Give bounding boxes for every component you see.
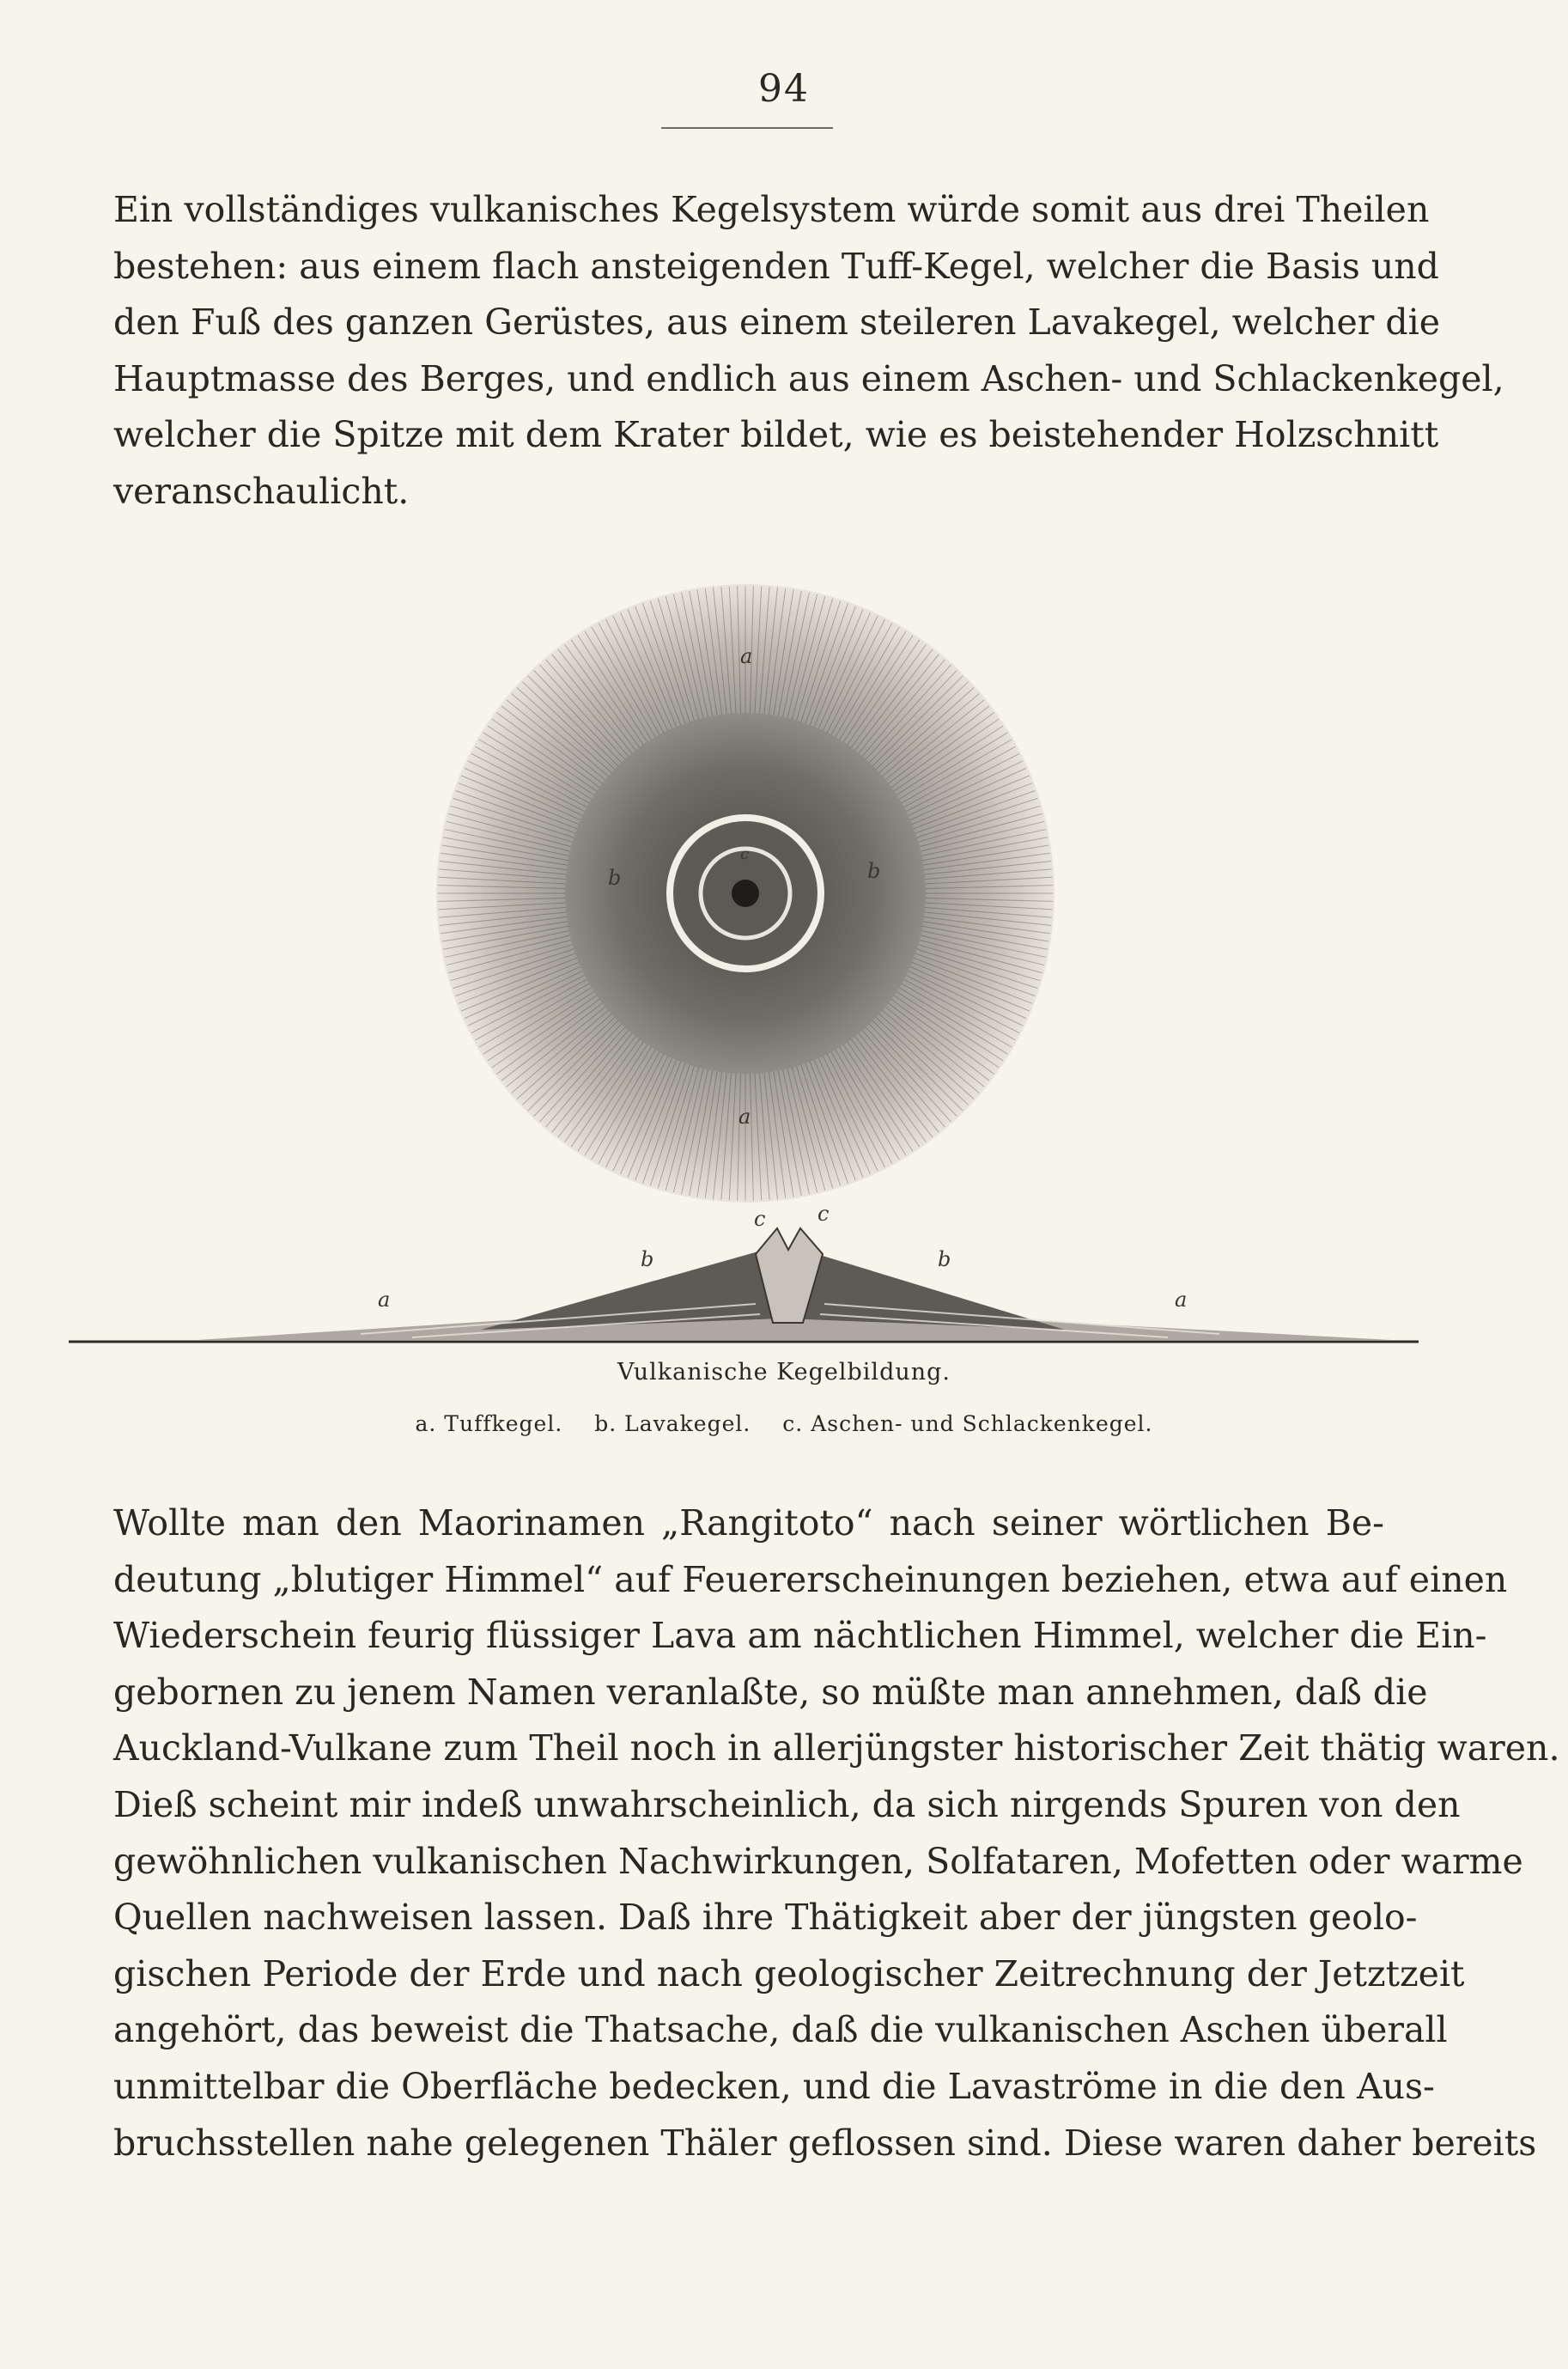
label-b-right: b: [867, 859, 881, 883]
text-line: Auckland-Vulkane zum Theil noch in allerjüngster historischer Zeit thätig waren.: [113, 1727, 1560, 1769]
lava-layer-right: [786, 1250, 1065, 1330]
label-b-right-section: b: [938, 1247, 951, 1271]
text-line: bruchsstellen nahe gelegenen Thäler geflossen sind. Diese waren daher bereits: [113, 2122, 1537, 2164]
text-line: angehört, das beweist die Thatsache, daß die vulkanischen Aschen überall: [113, 2009, 1448, 2051]
label-c-left: c: [754, 1207, 766, 1231]
text-line: gewöhnlichen vulkanischen Nachwirkungen, Solfataren, Mofetten oder warme: [113, 1840, 1523, 1882]
figure-legend: [0, 1411, 1568, 1436]
text-line: den Fuß des ganzen Gerüstes, aus einem steileren Lavakegel, welcher die: [113, 301, 1440, 344]
text-line: unmittelbar die Oberfläche bedecken, und die Lavaströme in die den Aus-: [113, 2065, 1435, 2107]
label-c-center: c: [740, 845, 750, 863]
text-line: Dieß scheint mir indeß unwahrscheinlich, da sich nirgends Spuren von den: [113, 1783, 1461, 1825]
text-line: welcher die Spitze mit dem Krater bildet, wie es beistehender Holzschnitt: [113, 414, 1439, 456]
crater: [732, 880, 759, 907]
paragraph-2: [113, 1495, 1560, 2171]
label-b-left: b: [608, 866, 622, 890]
label-a-left-section: a: [378, 1288, 391, 1312]
label-a-right-section: a: [1175, 1288, 1188, 1312]
text-line: bestehen: aus einem flach ansteigenden Tuff-Kegel, welcher die Basis und: [113, 245, 1439, 287]
legend-item: c. Aschen- und Schlackenkegel.: [782, 1411, 1153, 1436]
label-c-right: c: [817, 1202, 830, 1226]
page-number: 94: [758, 67, 810, 111]
text-line: Ein vollständiges vulkanisches Kegelsystem würde somit aus drei Theilen: [113, 189, 1430, 230]
text-line: Quellen nachweisen lassen. Daß ihre Thätigkeit aber der jüngsten geolo-: [113, 1897, 1418, 1939]
legend-item: a. Tuffkegel.: [415, 1411, 563, 1436]
figure-caption-title: Vulkanische Kegelbildung.: [617, 1359, 951, 1385]
label-a-top: a: [740, 644, 753, 668]
text-line: veranschaulicht.: [113, 470, 410, 512]
cross-section: [69, 1202, 1419, 1342]
text-line: gischen Periode der Erde und nach geologischer Zeitrechnung der Jetztzeit: [113, 1952, 1465, 1994]
text-line: Wiederschein feurig flüssiger Lava am nächtlichen Himmel, welcher die Ein-: [113, 1615, 1487, 1657]
legend-item: b. Lavakegel.: [594, 1411, 751, 1436]
label-b-left-section: b: [641, 1247, 654, 1271]
label-a-bottom: a: [738, 1105, 751, 1129]
text-line: deutung „blutiger Himmel“ auf Feuererscheinungen beziehen, etwa auf einen: [113, 1558, 1508, 1600]
lava-layer-left: [481, 1250, 781, 1330]
text-line: Hauptmasse des Berges, und endlich aus einem Aschen- und Schlackenkegel,: [113, 357, 1504, 399]
plan-view: [436, 584, 1054, 1203]
text-line: gebornen zu jenem Namen veranlaßte, so müßte man annehmen, daß die: [113, 1671, 1428, 1713]
text-line: Wollte man den Maorinamen „Rangitoto“ nach seiner wörtlichen Be-: [113, 1502, 1384, 1544]
